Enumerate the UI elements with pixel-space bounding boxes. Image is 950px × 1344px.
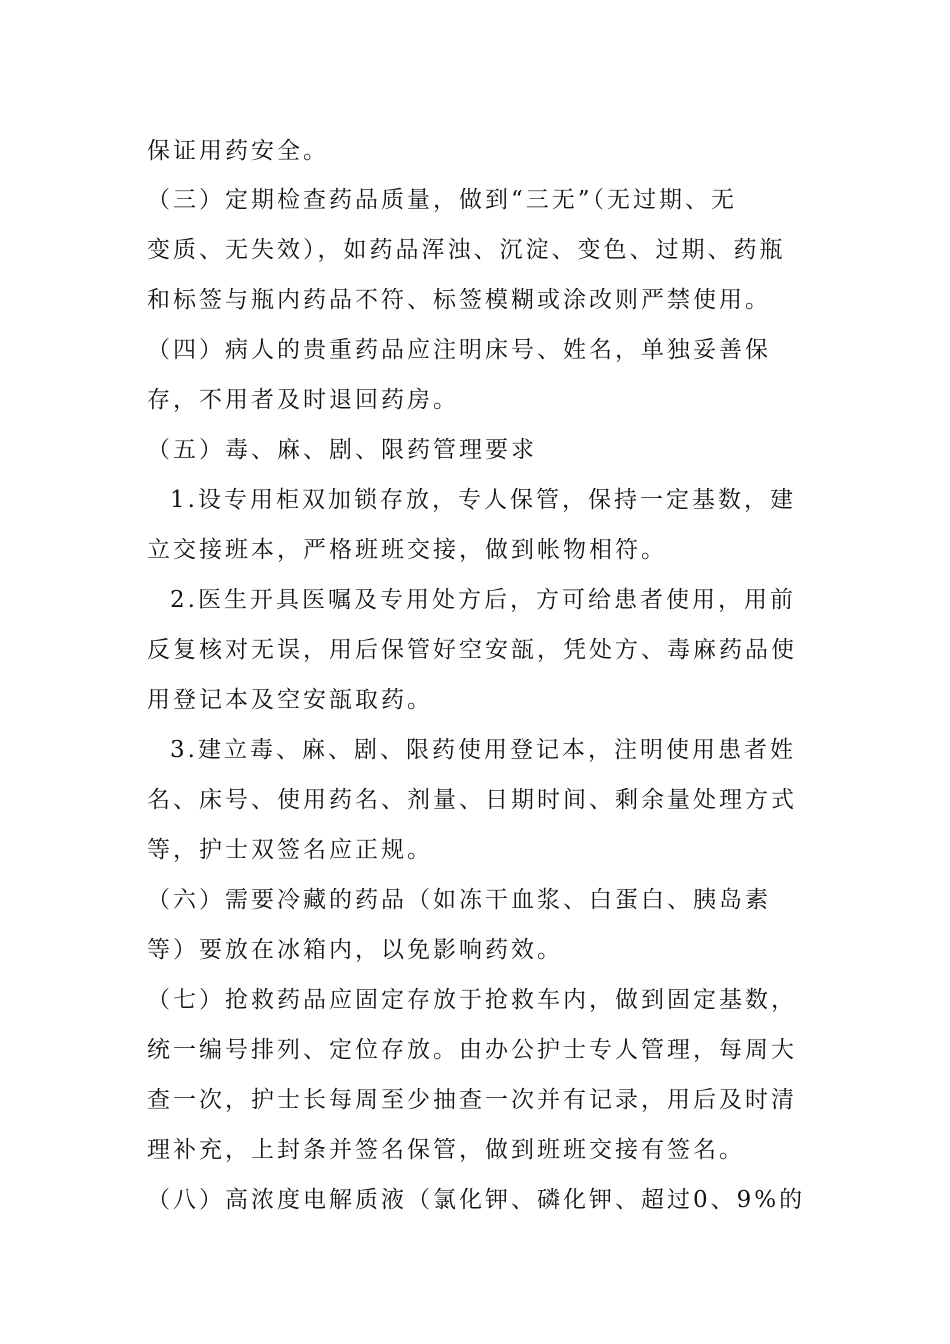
text-line: 用登记本及空安瓿取药。 (147, 687, 433, 713)
text-line: 变质、无失效），如药品浑浊、沉淀、变色、过期、药瓶 (147, 237, 786, 263)
text-line: 和标签与瓶内药品不符、标签模糊或涂改则严禁使用。 (147, 287, 771, 313)
text-line: （八）高浓度电解质液（氯化钾、磷化钾、超过0、9%的 (147, 1187, 806, 1213)
text-line: 反复核对无误，用后保管好空安瓿，凭处方、毒麻药品使 (147, 637, 797, 663)
text-line: 名、床号、使用药名、剂量、日期时间、剩余量处理方式 (147, 787, 797, 813)
text-line: 统一编号排列、定位存放。由办公护士专人管理，每周大 (147, 1037, 797, 1063)
text-line: （五）毒、麻、剧、限药管理要求 (147, 437, 537, 463)
text-line: （四）病人的贵重药品应注明床号、姓名，单独妥善保 (147, 337, 771, 363)
text-line: 理补充，上封条并签名保管，做到班班交接有签名。 (147, 1137, 745, 1163)
text-line: 2.医生开具医嘱及专用处方后，方可给患者使用，用前 (170, 587, 796, 613)
text-line: 存，不用者及时退回药房。 (147, 387, 459, 413)
text-line: 1.设专用柜双加锁存放，专人保管，保持一定基数，建 (170, 487, 796, 513)
text-line: （六）需要冷藏的药品（如冻干血浆、白蛋白、胰岛素 (147, 887, 771, 913)
text-line: 3.建立毒、麻、剧、限药使用登记本，注明使用患者姓 (170, 737, 796, 763)
text-line: 等）要放在冰箱内，以免影响药效。 (147, 937, 563, 963)
text-line: 查一次，护士长每周至少抽查一次并有记录，用后及时清 (147, 1087, 797, 1113)
text-line: 保证用药安全。 (147, 138, 329, 164)
text-line: （三）定期检查药品质量，做到“三无”（无过期、无 (147, 187, 738, 213)
text-line: （七）抢救药品应固定存放于抢救车内，做到固定基数， (147, 987, 797, 1013)
text-line: 等，护士双签名应正规。 (147, 837, 433, 863)
text-line: 立交接班本，严格班班交接，做到帐物相符。 (147, 537, 667, 563)
